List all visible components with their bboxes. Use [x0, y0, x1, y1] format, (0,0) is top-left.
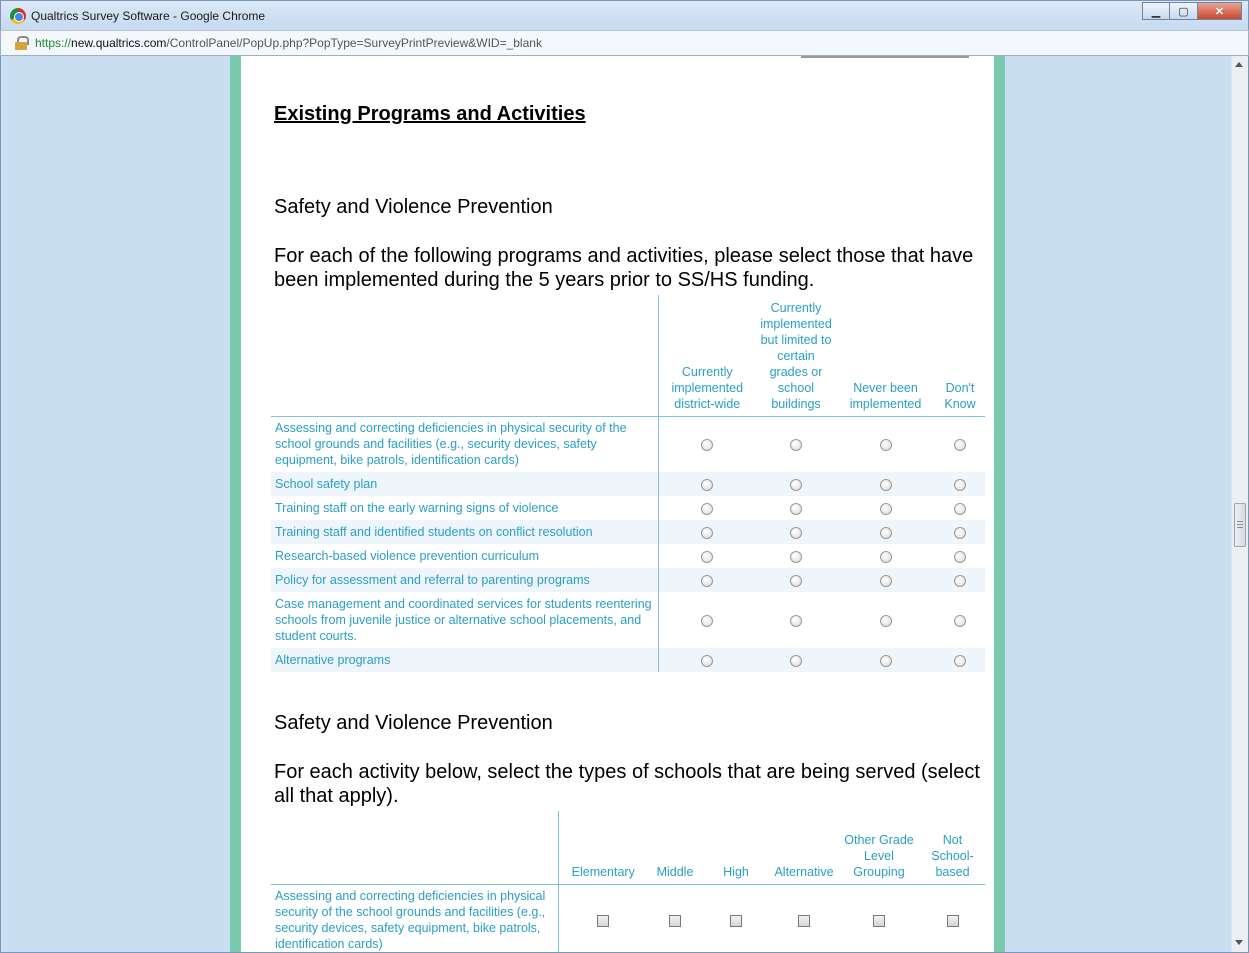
close-button[interactable]: ✕ [1198, 2, 1242, 20]
page-top-divider [801, 56, 969, 58]
choice-cell [935, 496, 985, 520]
maximize-button[interactable]: ▢ [1170, 2, 1198, 20]
choice-cell [770, 884, 838, 953]
table-row [271, 416, 985, 472]
radio-button[interactable] [701, 503, 713, 515]
radio-button[interactable] [701, 655, 713, 667]
choice-cell [935, 416, 985, 472]
scroll-thumb[interactable] [1234, 503, 1246, 547]
matrix-header [271, 811, 985, 884]
url-path: /ControlPanel/PopUp.php?PopType=SurveyPrintPreview&WID=_blank [166, 36, 542, 50]
scroll-up-arrow-icon[interactable] [1235, 62, 1243, 67]
radio-button[interactable] [954, 615, 966, 627]
row-label: School safety plan [271, 472, 658, 496]
choice-cell [935, 592, 985, 648]
radio-button[interactable] [880, 655, 892, 667]
choice-cell [935, 520, 985, 544]
choice-cell [836, 544, 935, 568]
matrix-table-2 [271, 811, 985, 953]
column-header: Alternative [770, 811, 838, 884]
row-label: Training staff and identified students on conflict resolution [271, 520, 658, 544]
table-row [271, 884, 985, 953]
column-header: Never been implemented [836, 295, 935, 416]
table-row [271, 568, 985, 592]
header-blank [271, 811, 558, 884]
radio-button[interactable] [790, 655, 802, 667]
choice-cell [756, 544, 836, 568]
window-titlebar [0, 0, 1249, 30]
radio-button[interactable] [701, 527, 713, 539]
choice-cell [935, 568, 985, 592]
section-title: Existing Programs and Activities [274, 103, 586, 125]
checkbox[interactable] [798, 915, 810, 927]
url-host: new.qualtrics.com [71, 36, 167, 50]
column-header: Middle [648, 811, 702, 884]
header-blank [271, 295, 658, 416]
radio-button[interactable] [954, 655, 966, 667]
row-label: Training staff on the early warning signs of violence [271, 496, 658, 520]
choice-cell [756, 520, 836, 544]
url-text[interactable] [35, 36, 542, 50]
column-header: Elementary [558, 811, 648, 884]
radio-button[interactable] [790, 615, 802, 627]
choice-cell [756, 648, 836, 672]
radio-button[interactable] [880, 551, 892, 563]
radio-button[interactable] [701, 615, 713, 627]
checkbox[interactable] [669, 915, 681, 927]
browser-viewport [0, 56, 1249, 953]
column-header: Currently implemented district-wide [658, 295, 756, 416]
radio-button[interactable] [790, 527, 802, 539]
choice-cell [658, 544, 756, 568]
minimize-button[interactable]: ▁ [1142, 2, 1170, 20]
choice-cell [836, 568, 935, 592]
row-label: Policy for assessment and referral to parenting programs [271, 568, 658, 592]
question-text-1: For each of the following programs and activities, please select those that have been implemented during the 5 years prior to SS/HS funding. [274, 245, 974, 291]
radio-button[interactable] [954, 479, 966, 491]
checkbox[interactable] [873, 915, 885, 927]
block-title-1: Safety and Violence Prevention [274, 196, 553, 218]
choice-cell [756, 568, 836, 592]
table-row [271, 648, 985, 672]
choice-cell [658, 416, 756, 472]
choice-cell [648, 884, 702, 953]
lock-icon [15, 36, 27, 50]
choice-cell [836, 416, 935, 472]
radio-button[interactable] [880, 479, 892, 491]
column-header: Other Grade Level Grouping [838, 811, 920, 884]
choice-cell [558, 884, 648, 953]
radio-button[interactable] [880, 615, 892, 627]
choice-cell [658, 592, 756, 648]
choice-cell [658, 496, 756, 520]
radio-button[interactable] [790, 575, 802, 587]
matrix-table-1 [271, 295, 985, 672]
choice-cell [838, 884, 920, 953]
survey-page [241, 56, 994, 953]
choice-cell [658, 568, 756, 592]
choice-cell [836, 472, 935, 496]
row-label: Assessing and correcting deficiencies in physical security of the school grounds and facilities (e.g., security devices, safety equipment, bike patrols, identification cards) [271, 416, 658, 472]
page-frame [230, 56, 1005, 953]
radio-button[interactable] [954, 551, 966, 563]
column-header: High [702, 811, 770, 884]
radio-button[interactable] [954, 439, 966, 451]
table-row [271, 544, 985, 568]
choice-cell [702, 884, 770, 953]
question-text-2: For each activity below, select the types of schools that are being served (select all that apply). [274, 761, 980, 807]
matrix-header [271, 295, 985, 416]
radio-button[interactable] [954, 503, 966, 515]
checkbox[interactable] [730, 915, 742, 927]
column-header: Not School-based [920, 811, 985, 884]
radio-button[interactable] [701, 551, 713, 563]
table-row [271, 592, 985, 648]
choice-cell [935, 544, 985, 568]
table-row [271, 520, 985, 544]
chrome-icon [10, 8, 26, 24]
column-header: Don't Know [935, 295, 985, 416]
radio-button[interactable] [790, 503, 802, 515]
choice-cell [756, 416, 836, 472]
window-controls [1142, 2, 1242, 20]
block-title-2: Safety and Violence Prevention [274, 712, 553, 734]
radio-button[interactable] [954, 575, 966, 587]
table-row [271, 496, 985, 520]
choice-cell [756, 472, 836, 496]
window-title: Qualtrics Survey Software - Google Chrome [31, 9, 266, 23]
scroll-down-arrow-icon[interactable] [1235, 940, 1243, 945]
checkbox[interactable] [597, 915, 609, 927]
column-header: Currently implemented but limited to certain grades or school buildings [756, 295, 836, 416]
choice-cell [756, 496, 836, 520]
choice-cell [756, 592, 836, 648]
choice-cell [658, 520, 756, 544]
choice-cell [836, 592, 935, 648]
url-scheme: https:// [35, 36, 72, 50]
row-label: Research-based violence prevention curriculum [271, 544, 658, 568]
checkbox[interactable] [947, 915, 959, 927]
radio-button[interactable] [880, 439, 892, 451]
radio-button[interactable] [880, 527, 892, 539]
address-bar[interactable] [0, 30, 1249, 56]
choice-cell [935, 648, 985, 672]
table-row [271, 472, 985, 496]
row-label: Case management and coordinated services for students reentering schools from juvenile justice or alternative school placements, and student courts. [271, 592, 658, 648]
radio-button[interactable] [790, 439, 802, 451]
radio-button[interactable] [790, 551, 802, 563]
choice-cell [836, 648, 935, 672]
choice-cell [836, 496, 935, 520]
row-label: Alternative programs [271, 648, 658, 672]
radio-button[interactable] [701, 575, 713, 587]
choice-cell [658, 472, 756, 496]
choice-cell [920, 884, 985, 953]
radio-button[interactable] [701, 439, 713, 451]
radio-button[interactable] [954, 527, 966, 539]
radio-button[interactable] [880, 503, 892, 515]
row-label: Assessing and correcting deficiencies in physical security of the school grounds and facilities (e.g., security devices, safety equipment, bike patrols, identification cards) [271, 884, 558, 953]
choice-cell [658, 648, 756, 672]
radio-button[interactable] [790, 479, 802, 491]
radio-button[interactable] [701, 479, 713, 491]
radio-button[interactable] [880, 575, 892, 587]
vertical-scrollbar[interactable] [1231, 56, 1248, 953]
choice-cell [836, 520, 935, 544]
choice-cell [935, 472, 985, 496]
